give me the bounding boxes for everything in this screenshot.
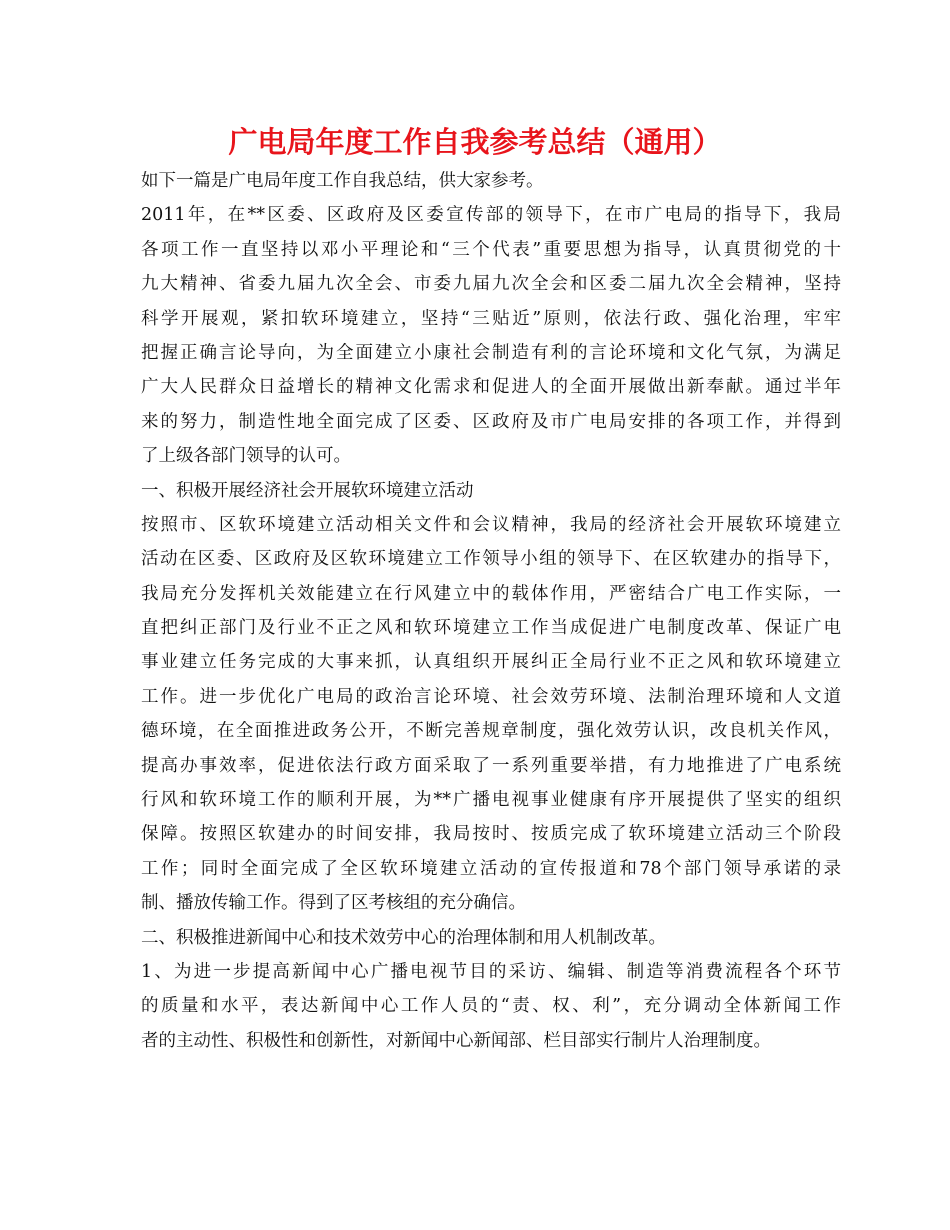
paragraph-line: 2011年，在**区委、区政府及区委宣传部的领导下，在市广电局的指导下，我局 [141,205,841,226]
paragraph-line: 如下一篇是广电局年度工作自我总结，供大家参考。 [141,171,544,191]
paragraph-line: 事业建立任务完成的大事来抓，认真组织开展纠正全局行业不正之风和软环境建立 [141,652,841,673]
paragraph-line: 广大人民群众日益增长的精神文化需求和促进人的全面开展做出新奉献。通过半年 [141,377,841,398]
paragraph-line: 提高办事效率，促进依法行政方面采取了一系列重要举措，有力地推进了广电系统 [141,755,841,776]
paragraph-line: 的质量和水平，表达新闻中心工作人员的“责、权、利”，充分调动全体新闻工作 [141,996,841,1017]
paragraph-line: 工作；同时全面完成了全区软环境建立活动的宣传报道和78个部门领导承诺的录 [141,858,841,879]
paragraph-line: 科学开展观，紧扣软环境建立，坚持“三贴近”原则，依法行政、强化治理，牢牢 [141,308,841,329]
paragraph-line: 来的努力，制造性地全面完成了区委、区政府及市广电局安排的各项工作，并得到 [141,411,841,432]
paragraph-line: 者的主动性、积极性和创新性，对新闻中心新闻部、栏目部实行制片人治理制度。 [141,1030,771,1051]
paragraph-line: 行风和软环境工作的顺利开展，为**广播电视事业健康有序开展提供了坚实的组织 [141,790,841,811]
document-body [141,164,841,1058]
section-heading: 一、积极开展经济社会开展软环境建立活动 [141,480,474,501]
paragraph-line: 保障。按照区软建办的时间安排，我局按时、按质完成了软环境建立活动三个阶段 [141,824,841,845]
paragraph-line: 直把纠正部门及行业不正之风和软环境建立工作当成促进广电制度改革、保证广电 [141,618,841,639]
paragraph-line: 制、播放传输工作。得到了区考核组的充分确信。 [141,893,526,914]
paragraph-line: 德环境，在全面推进政务公开，不断完善规章制度，强化效劳认识，改良机关作风， [141,721,841,742]
paragraph-line: 九大精神、省委九届九次全会、市委九届九次全会和区委二届九次全会精神，坚持 [141,274,841,295]
paragraph-line: 按照市、区软环境建立活动相关文件和会议精神，我局的经济社会开展软环境建立 [141,514,841,535]
section-heading: 二、积极推进新闻中心和技术效劳中心的治理体制和用人机制改革。 [141,927,666,948]
paragraph-line: 活动在区委、区政府及区软环境建立工作领导小组的领导下、在区软建办的指导下， [141,549,841,570]
paragraph-line: 1、为进一步提高新闻中心广播电视节目的采访、编辑、制造等消费流程各个环节 [141,961,841,982]
paragraph-line: 我局充分发挥机关效能建立在行风建立中的载体作用，严密结合广电工作实际，一 [141,583,841,604]
paragraph-line: 工作。进一步优化广电局的政治言论环境、社会效劳环境、法制治理环境和人文道 [141,686,841,707]
paragraph-line: 各项工作一直坚持以邓小平理论和“三个代表”重要思想为指导，认真贯彻党的十 [141,239,841,260]
document-title: 广电局年度工作自我参考总结（通用） [228,125,722,159]
paragraph-line: 把握正确言论导向，为全面建立小康社会制造有利的言论环境和文化气氛，为满足 [141,342,841,363]
paragraph-line: 了上级各部门领导的认可。 [141,446,351,467]
